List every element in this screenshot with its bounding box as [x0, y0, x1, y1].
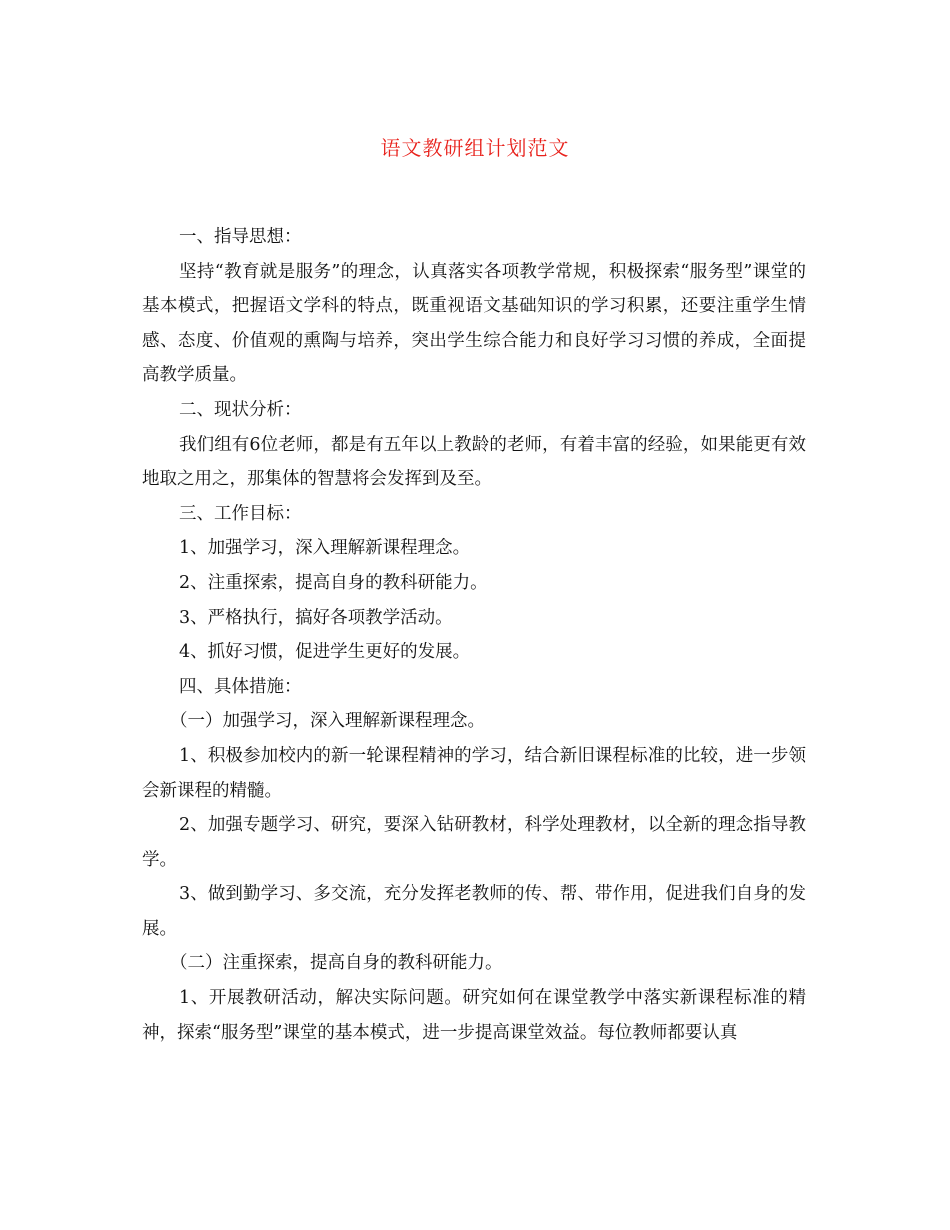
heading-current-analysis: 二、现状分析：: [179, 399, 302, 420]
goal-item-1: 1、加强学习，深入理解新课程理念。: [179, 538, 471, 559]
goal-item-3: 3、严格执行，搞好各项教学活动。: [179, 607, 453, 628]
document-title: 语文教研组计划范文: [380, 136, 570, 160]
paragraph-current-analysis: 我们组有6位老师，都是有五年以上教龄的老师，有着丰富的经验，如果能更有效地取之用之，那集体的智慧将会发挥到及至。: [142, 434, 806, 490]
subheading-measure-2: （二）注重探索，提高自身的教科研能力。: [170, 953, 503, 974]
paragraph-guiding-ideology: 坚持“教育就是服务”的理念，认真落实各项教学常规，积极探索“服务型”课堂的基本模式，把握语文学科的特点，既重视语文基础知识的学习积累，还要注重学生情感、态度、价值观的熏陶与培养，突出学生综合能力和良好学习习惯的养成，全面提高教学质量。: [142, 261, 806, 386]
subheading-measure-1: （一）加强学习，深入理解新课程理念。: [170, 711, 485, 732]
measure-2-item-1: 1、开展教研活动，解决实际问题。研究如何在课堂教学中落实新课程标准的精神，探索“服务型”课堂的基本模式，进一步提高课堂效益。每位教师都要认真: [142, 988, 806, 1043]
measure-1-item-2: 2、加强专题学习、研究，要深入钻研教材，科学处理教材，以全新的理念指导教学。: [142, 815, 806, 870]
measure-1-item-1: 1、积极参加校内的新一轮课程精神的学习，结合新旧课程标准的比较，进一步领会新课程的精髓。: [142, 745, 806, 801]
heading-work-goals: 三、工作目标：: [179, 503, 302, 524]
goal-item-4: 4、抓好习惯，促进学生更好的发展。: [179, 642, 471, 663]
heading-specific-measures: 四、具体措施：: [179, 676, 302, 697]
goal-item-2: 2、注重探索，提高自身的教科研能力。: [179, 572, 488, 593]
document-body: [142, 220, 806, 1050]
heading-guiding-ideology: 一、指导思想：: [179, 227, 302, 247]
measure-1-item-3: 3、做到勤学习、多交流，充分发挥老教师的传、帮、带作用，促进我们自身的发展。: [142, 884, 806, 939]
